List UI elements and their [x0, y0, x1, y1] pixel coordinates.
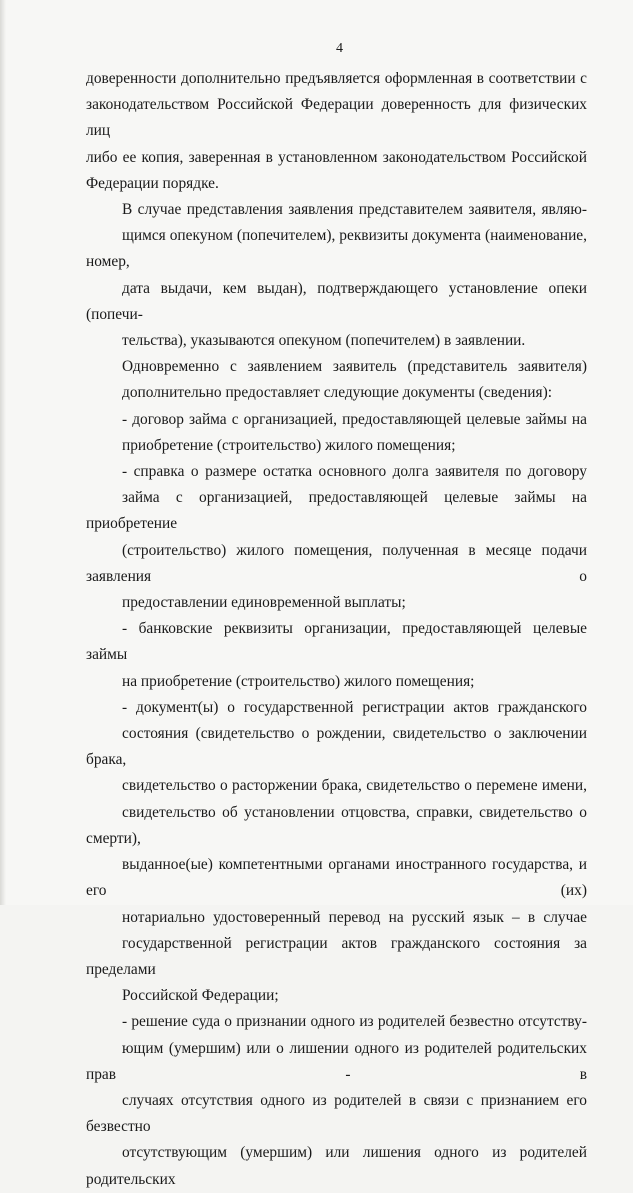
- text-line: ющим (умершим) или о лишении одного из родителей родительских прав - в: [86, 1039, 587, 1083]
- text-line: предоставлении единовременной выплаты;: [122, 594, 406, 612]
- scan-edge-shadow: [0, 0, 6, 905]
- text-line: состояния (свидетельство о рождении, свидетельство о заключении брака,: [86, 725, 587, 769]
- text-line: приобретение (строительство) жилого помещения;: [122, 436, 456, 454]
- text-line: выданное(ые) компетентными органами иностранного государства, и его (их): [86, 856, 587, 900]
- text-line: - справка о размере остатка основного долга заявителя по договору: [122, 463, 587, 481]
- text-line: Федерации порядке.: [86, 174, 219, 192]
- paragraph: [86, 1009, 587, 1192]
- text-line: займа с организацией, предоставляющей целевые займы на приобретение: [86, 489, 587, 533]
- text-line: дополнительно предоставляет следующие документы (сведения):: [122, 384, 553, 402]
- text-line: доверенности дополнительно предъявляется оформленная в соответствии с: [86, 70, 587, 87]
- text-line: либо ее копия, заверенная в установленном законодательством Российской: [86, 148, 587, 166]
- text-line: Российской Федерации;: [122, 987, 279, 1005]
- text-line: - документ(ы) о государственной регистрации актов гражданского: [122, 698, 587, 716]
- text-line: (строительство) жилого помещения, полученная в месяце подачи заявления о: [86, 541, 587, 585]
- text-line: В случае представления заявления представителем заявителя, являю-: [122, 201, 587, 219]
- text-line: государственной регистрации актов гражданского состояния за пределами: [86, 934, 587, 978]
- text-line: на приобретение (строительство) жилого помещения;: [122, 672, 475, 690]
- page-number: 4: [336, 41, 343, 56]
- text-line: случаях отсутствия одного из родителей в связи с признанием его безвестно: [86, 1091, 587, 1136]
- paragraph: [86, 197, 587, 354]
- text-line: - договор займа с организацией, предоставляющей целевые займы на: [122, 410, 587, 428]
- text-line: дата выдачи, кем выдан), подтверждающего установление опеки (попечи-: [86, 279, 587, 323]
- text-line: нотариально удостоверенный перевод на русский язык – в случае: [122, 908, 587, 926]
- paragraph: [86, 407, 587, 459]
- paragraph: [86, 459, 587, 616]
- text-line: законодательством Российской Федерации доверенность для физических лиц: [86, 96, 587, 140]
- paragraph: [86, 66, 587, 197]
- text-line: щимся опекуном (попечителем), реквизиты документа (наименование, номер,: [86, 227, 587, 271]
- paragraph: [86, 616, 587, 695]
- paragraph: [86, 695, 587, 1009]
- text-line: свидетельство о расторжении брака, свидетельство о перемене имени,: [122, 777, 587, 795]
- text-line: Одновременно с заявлением заявитель (представитель заявителя): [122, 358, 587, 376]
- text-line: тельства), указываются опекуном (попечителем) в заявлении.: [122, 332, 526, 350]
- document-body: [86, 66, 587, 1193]
- paragraph: [86, 354, 587, 406]
- text-line: отсутствующим (умершим) или лишения одного из родителей родительских: [86, 1144, 587, 1188]
- text-line: - банковские реквизиты организации, предоставляющей целевые займы: [86, 620, 587, 664]
- text-line: - решение суда о признании одного из родителей безвестно отсутству-: [122, 1013, 587, 1031]
- text-line: свидетельство об установлении отцовства, справки, свидетельство о смерти),: [86, 803, 587, 847]
